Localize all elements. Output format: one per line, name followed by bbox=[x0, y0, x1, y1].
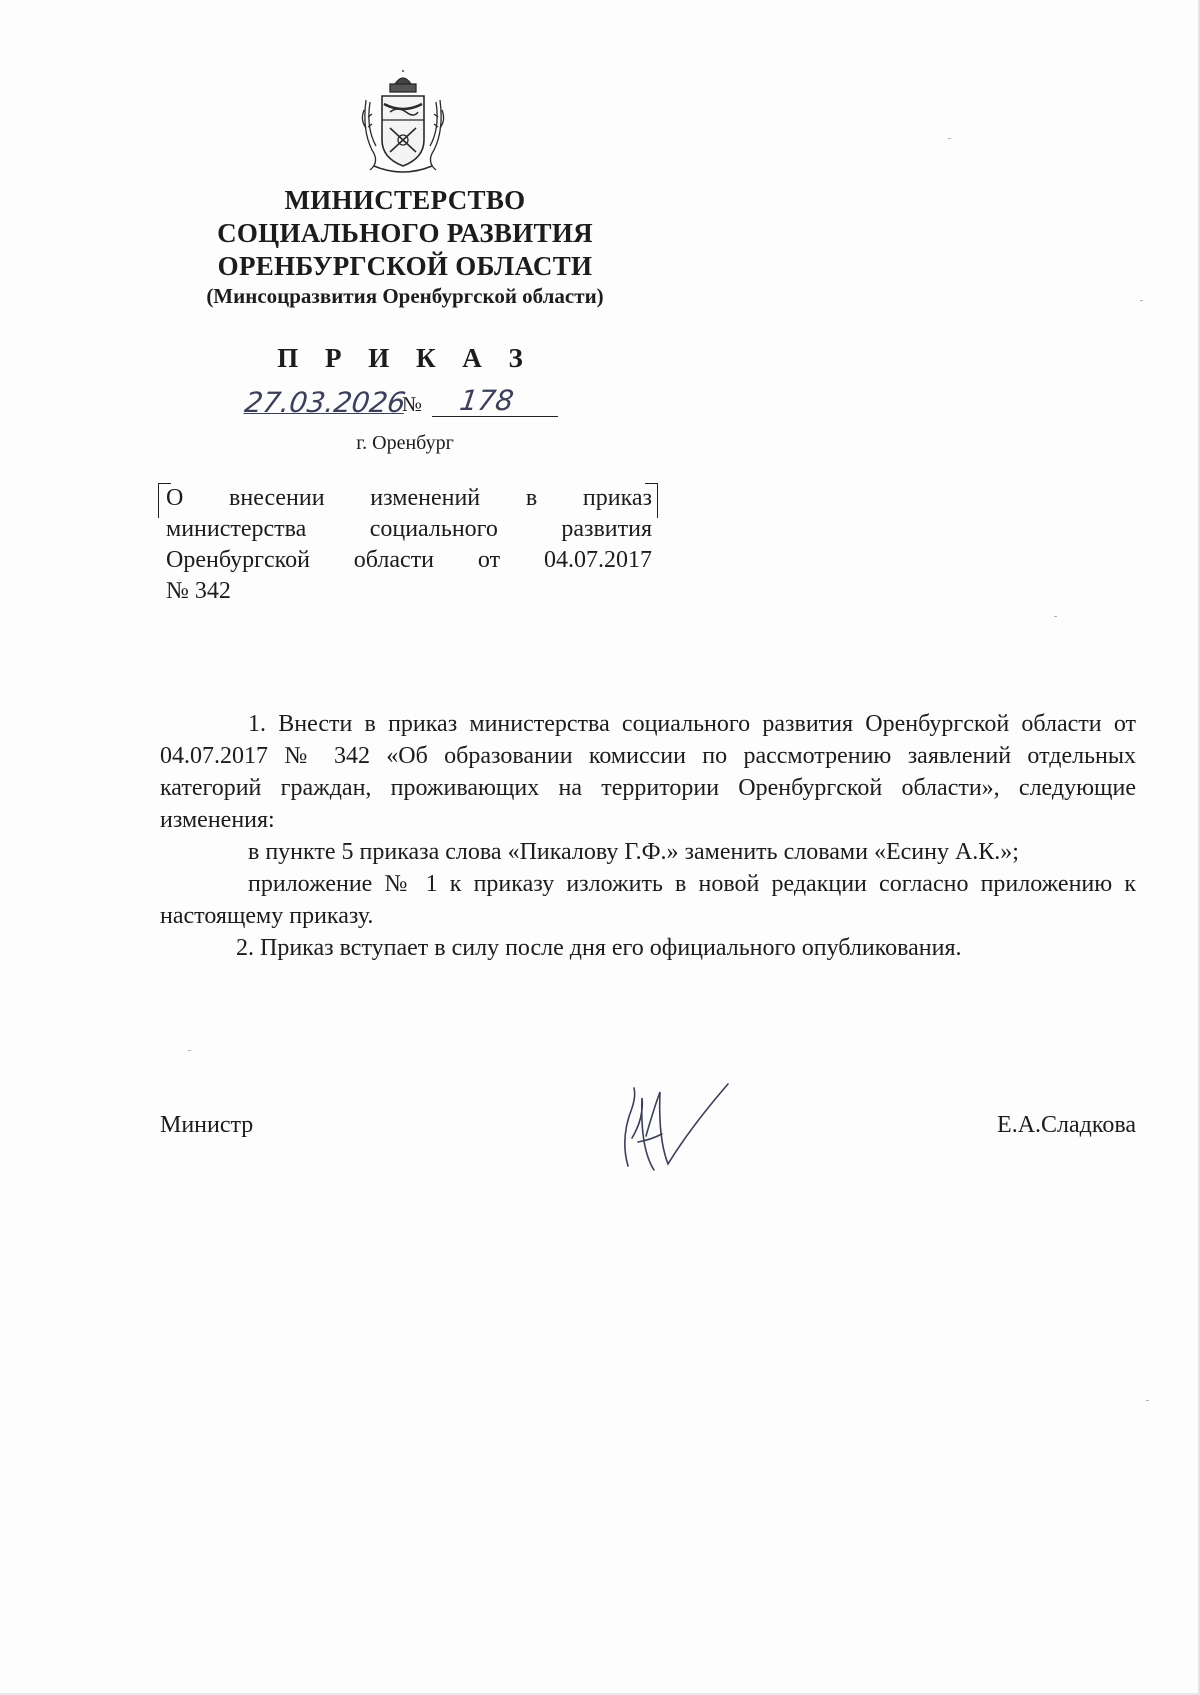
document-type-title: П Р И К А З bbox=[277, 343, 533, 373]
order-title-line: министерства социального развития bbox=[166, 516, 652, 542]
signatory-role: Министр bbox=[160, 1112, 254, 1138]
organization-name-line-1: МИНИСТЕРСТВО bbox=[284, 185, 526, 215]
organization-name-line-2: СОЦИАЛЬНОГО РАЗВИТИЯ bbox=[217, 218, 593, 248]
signature-row bbox=[160, 1112, 1136, 1152]
scan-speck bbox=[1054, 616, 1057, 617]
organization-name-line-3: ОРЕНБУРГСКОЙ ОБЛАСТИ bbox=[217, 251, 593, 281]
order-title-line: Оренбургской области от 04.07.2017 bbox=[166, 547, 652, 573]
body-paragraph: 2. Приказ вступает в силу после дня его официального опубликования. bbox=[236, 935, 962, 961]
body-paragraph: 1. Внести в приказ министерства социального развития Оренбургской области от 04.07.2017 № 342 «Об образовании комиссии по рассмотрению заявлений отдельных категорий граждан, проживающих на территории Оренбургской области», следующие изменения: bbox=[160, 711, 1136, 833]
number-sign: № bbox=[402, 392, 423, 416]
order-date-number-row bbox=[242, 384, 575, 422]
organization-short-name: (Минсоцразвития Оренбургской области) bbox=[206, 284, 604, 308]
scan-speck bbox=[188, 1050, 191, 1051]
order-number: 178 bbox=[457, 384, 516, 417]
body-paragraph: в пункте 5 приказа слова «Пикалову Г.Ф.» заменить словами «Есину А.К.»; bbox=[248, 839, 1019, 865]
order-date: 27.03.2026 bbox=[242, 386, 408, 419]
order-city: г. Оренбург bbox=[356, 432, 454, 454]
order-title-line: О внесении изменений в приказ bbox=[166, 485, 652, 511]
scan-speck bbox=[1140, 300, 1143, 301]
title-corner-left bbox=[158, 483, 171, 518]
scan-speck bbox=[1146, 1400, 1149, 1401]
body-paragraph: приложение № 1 к приказу изложить в новой редакции согласно приложению к настоящему приказу. bbox=[160, 871, 1136, 929]
signatory-name: Е.А.Сладкова bbox=[997, 1112, 1136, 1138]
scan-speck bbox=[948, 138, 951, 139]
coat-of-arms-emblem bbox=[360, 70, 446, 178]
order-title-block bbox=[158, 483, 658, 607]
order-title-line: № 342 bbox=[166, 578, 231, 604]
order-body bbox=[160, 708, 1136, 964]
title-corner-right bbox=[645, 483, 658, 518]
